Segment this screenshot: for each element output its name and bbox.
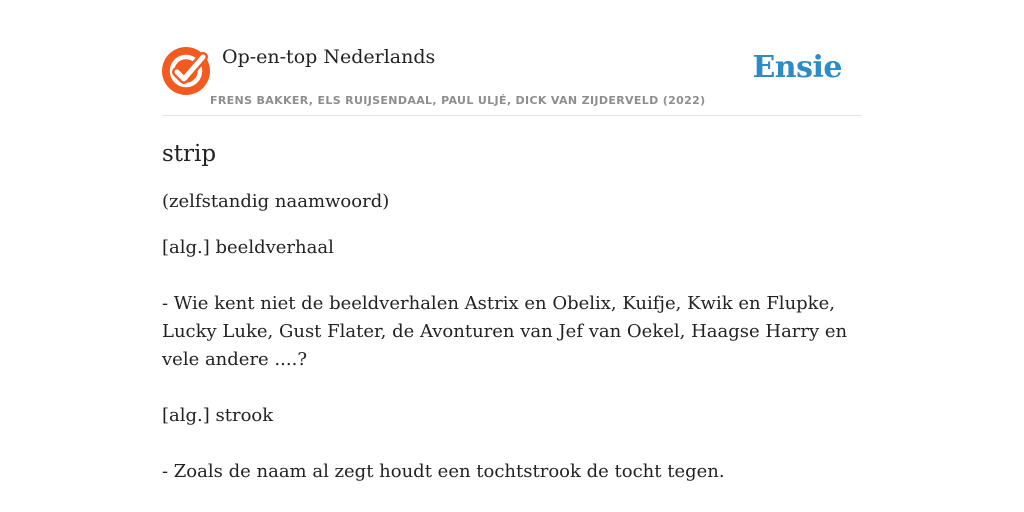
source-title[interactable]: Op-en-top Nederlands bbox=[222, 46, 436, 68]
part-of-speech: (zelfstandig naamwoord) bbox=[162, 191, 390, 212]
headword: strip bbox=[162, 141, 217, 167]
ensie-logo[interactable]: Ensie bbox=[752, 50, 842, 85]
line-break bbox=[162, 430, 862, 458]
source-logo[interactable] bbox=[162, 47, 210, 95]
example-sentence: - Zoals de naam al zegt houdt een tochtstrook de tocht tegen. bbox=[162, 461, 725, 482]
source-authors: FRENS BAKKER, ELS RUIJSENDAAL, PAUL ULJÉ, DICK VAN ZIJDERVELD (2022) bbox=[210, 94, 706, 107]
definition: [alg.] strook bbox=[162, 405, 274, 426]
checkmark-icon bbox=[162, 47, 210, 95]
entry-content bbox=[162, 138, 862, 486]
example-sentence: - Wie kent niet de beeldverhalen Astrix en Obelix, Kuifje, Kwik en Flupke, Lucky Luke, Gust Flater, de Avonturen van Jef van Oekel, Haagse Harry en vele andere ....? bbox=[162, 293, 848, 370]
definition: [alg.] beeldverhaal bbox=[162, 237, 334, 258]
line-break bbox=[162, 262, 862, 290]
line-break bbox=[162, 374, 862, 402]
source-header bbox=[162, 40, 862, 116]
